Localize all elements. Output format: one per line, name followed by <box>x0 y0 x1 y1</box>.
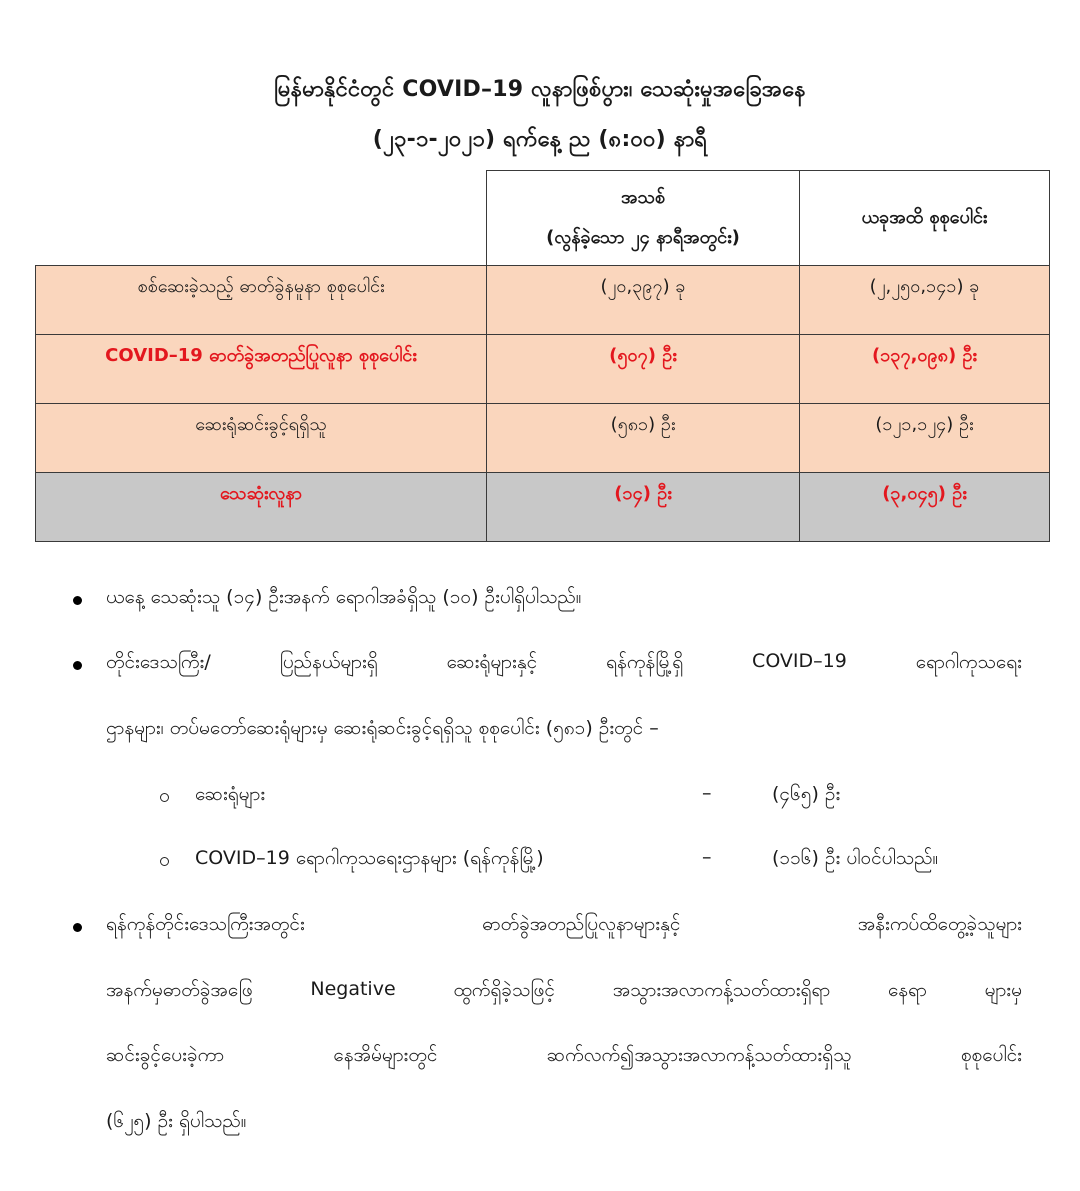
table-row <box>36 335 1050 404</box>
sub-bullet-circle-icon <box>160 857 169 866</box>
word: COVID–19 <box>752 650 847 672</box>
note-bullet-3-line-4: (၆၂၅) ဦး ရှိပါသည်။ <box>106 1110 247 1132</box>
word: ပြည်နယ်များရှိ <box>279 651 378 673</box>
word: Negative <box>310 978 396 1000</box>
row-total-discharged: (၁၂၁,၁၂၄) ဦး <box>800 404 1050 473</box>
column-header-new <box>487 171 800 266</box>
table-row <box>36 404 1050 473</box>
note-bullet-2-line-1 <box>106 650 1022 678</box>
row-total-deaths: (၃,၀၄၅) ဦး <box>800 473 1050 542</box>
word: ရန်ကုန်တိုင်းဒေသကြီးအတွင်း <box>106 913 305 935</box>
row-label-deaths: သေဆုံးလူနာ <box>36 473 487 542</box>
sub-item-treatment-centers-dash: – <box>702 846 712 868</box>
bullet-dot-icon <box>73 596 82 605</box>
word: ဆက်လက်၍အသွားအလာကန့်သတ်ထားရှိသူ <box>546 1044 852 1066</box>
word: ရန်ကုန်မြို့ရှိ <box>606 651 684 673</box>
column-header-new-line1: အသစ် <box>620 187 666 208</box>
note-bullet-3-line-3 <box>106 1043 1022 1071</box>
note-bullet-3-line-2 <box>106 978 1022 1006</box>
sub-item-treatment-centers-value: (၁၁၆) ဦး ပါဝင်ပါသည်။ <box>772 847 939 869</box>
column-header-total: ယခုအထိ စုစုပေါင်း <box>800 171 1050 266</box>
table-row <box>36 473 1050 542</box>
table-row <box>36 266 1050 335</box>
row-total-confirmed: (၁၃၇,၀၉၈) ဦး <box>800 335 1050 404</box>
row-label-tests: စစ်ဆေးခဲ့သည့် ဓာတ်ခွဲနမူနာ စုစုပေါင်း <box>36 266 487 335</box>
word: အသွားအလာကန့်သတ်ထားရှိရာ <box>612 979 831 1001</box>
note-bullet-2-line-2: ဌာနများ၊ တပ်မတော်ဆေးရုံများမှ ဆေးရုံဆင်းခွင့်ရရှိသူ စုစုပေါင်း (၅၈၁) ဦးတွင် – <box>106 717 659 739</box>
note-bullet-1: ယနေ့ သေဆုံးသူ (၁၄) ဦးအနက် ရောဂါအခံရှိသူ (၁၀) ဦးပါရှိပါသည်။ <box>106 586 582 608</box>
table-header-blank <box>36 171 487 266</box>
row-label-confirmed: COVID–19 ဓာတ်ခွဲအတည်ပြုလူနာ စုစုပေါင်း <box>36 335 487 404</box>
sub-item-treatment-centers-label: COVID–19 ရောဂါကုသရေးဌာနများ (ရန်ကုန်မြို့) <box>195 847 544 869</box>
row-new-discharged: (၅၈၁) ဦး <box>487 404 800 473</box>
word: များမှ <box>984 979 1022 1001</box>
column-header-new-line2: (လွန်ခဲ့သော ၂၄ နာရီအတွင်း) <box>546 227 740 248</box>
word: ထွက်ရှိခဲ့သဖြင့် <box>453 979 555 1001</box>
row-new-confirmed: (၅၀၇) ဦး <box>487 335 800 404</box>
row-total-tests: (၂,၂၅၀,၁၄၁) ခု <box>800 266 1050 335</box>
row-new-deaths: (၁၄) ဦး <box>487 473 800 542</box>
word: အနီးကပ်ထိတွေ့ခဲ့သူများ <box>857 913 1022 935</box>
covid-stats-table <box>35 170 1050 542</box>
sub-item-hospitals-value: (၄၆၅) ဦး <box>772 783 841 805</box>
word: နေအိမ်များတွင် <box>333 1044 438 1066</box>
row-new-tests: (၂၀,၃၉၇) ခု <box>487 266 800 335</box>
word: အနက်မှဓာတ်ခွဲအဖြေ <box>106 979 253 1001</box>
page-title: မြန်မာနိုင်ငံတွင် COVID–19 လူနာဖြစ်ပွား၊ သေဆုံးမှုအခြေအနေ <box>274 77 806 102</box>
word: စုစုပေါင်း <box>960 1044 1022 1066</box>
bullet-dot-icon <box>73 661 82 670</box>
sub-bullet-circle-icon <box>160 793 169 802</box>
word: ဆေးရုံများနှင့် <box>446 651 538 673</box>
sub-item-hospitals-label: ဆေးရုံများ <box>195 783 266 805</box>
word: နေရာ <box>887 979 927 1001</box>
sub-item-hospitals-dash: – <box>702 782 712 804</box>
word: ဓာတ်ခွဲအတည်ပြုလူနာများနှင့် <box>482 913 681 935</box>
word: တိုင်းဒေသကြီး/ <box>106 651 211 673</box>
row-label-discharged: ဆေးရုံဆင်းခွင့်ရရှိသူ <box>36 404 487 473</box>
bullet-dot-icon <box>73 923 82 932</box>
word: ဆင်းခွင့်ပေးခဲ့ကာ <box>106 1044 225 1066</box>
note-bullet-3-line-1 <box>106 912 1022 940</box>
report-date: (၂၃-၁-၂၀၂၁) ရက်နေ့ ည (၈:၀၀) နာရီ <box>372 127 708 152</box>
word: ရောဂါကုသရေး <box>915 651 1022 673</box>
